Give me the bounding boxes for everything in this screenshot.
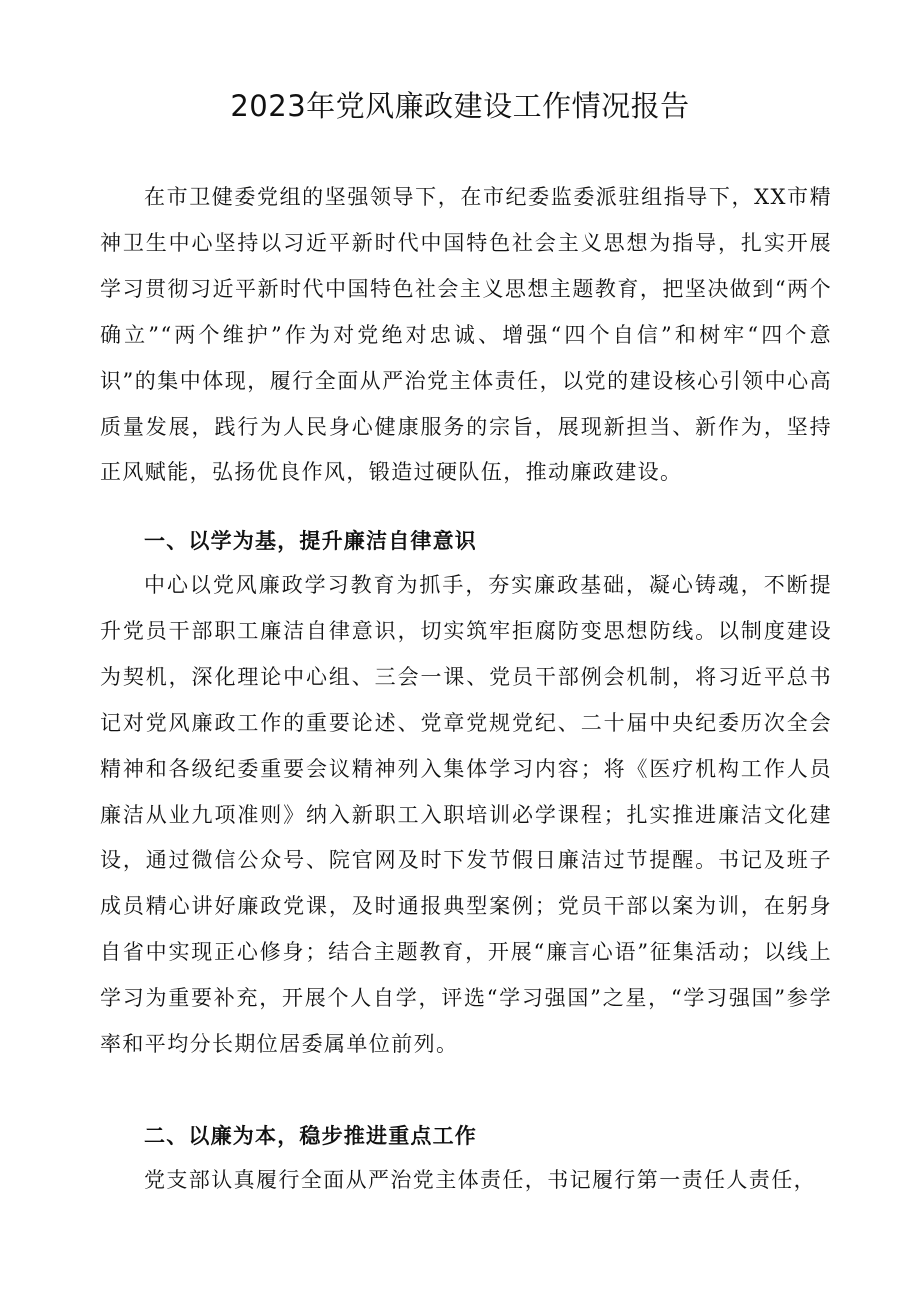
section-2-heading: 二、以廉为本，稳步推进重点工作	[144, 1124, 477, 1148]
section-1-paragraph: 中心以党风廉政学习教育为抓手，夯实廉政基础，凝心铸魂，不断提升党员干部职工廉洁自律意识，切实筑牢拒腐防变思想防线。以制度建设为契机，深化理论中心组、三会一课、党员干部例会机制，将习近平总书记对党风廉政工作的重要论述、党章党规党纪、二十届中央纪委历次全会精神和各级纪委重要会议精神列入集体学习内容；将《医疗机构工作人员廉洁从业九项准则》纳入新职工入职培训必学课程；扎实推进廉洁文化建设，通过微信公众号、院官网及时下发节假日廉洁过节提醒。书记及班子成员精心讲好廉政党课，及时通报典型案例；党员干部以案为训，在躬身自省中实现正心修身；结合主题教育，开展“廉言心语”征集活动；以线上学习为重要补充，开展个人自学，评选“学习强国”之星，“学习强国”参学率和平均分长期位居委属单位前列。	[100, 573, 832, 1057]
section-1-heading: 一、以学为基，提升廉洁自律意识	[144, 529, 477, 553]
intro-paragraph: 在市卫健委党组的坚强领导下，在市纪委监委派驻组指导下，XX市精神卫生中心坚持以习近平新时代中国特色社会主义思想为指导，扎实开展学习贯彻习近平新时代中国特色社会主义思想主题教育，把坚决做到“两个确立”“两个维护”作为对党绝对忠诚、增强“四个自信”和树牢“四个意识”的集中体现，履行全面从严治党主体责任，以党的建设核心引领中心高质量发展，践行为人民身心健康服务的宗旨，展现新担当、新作为，坚持正风赋能，弘扬优良作风，锻造过硬队伍，推动廉政建设。	[100, 185, 832, 485]
document-title: 2023年党风廉政建设工作情况报告	[230, 89, 690, 123]
section-2-paragraph: 党支部认真履行全面从严治党主体责任，书记履行第一责任人责任，	[144, 1168, 816, 1192]
